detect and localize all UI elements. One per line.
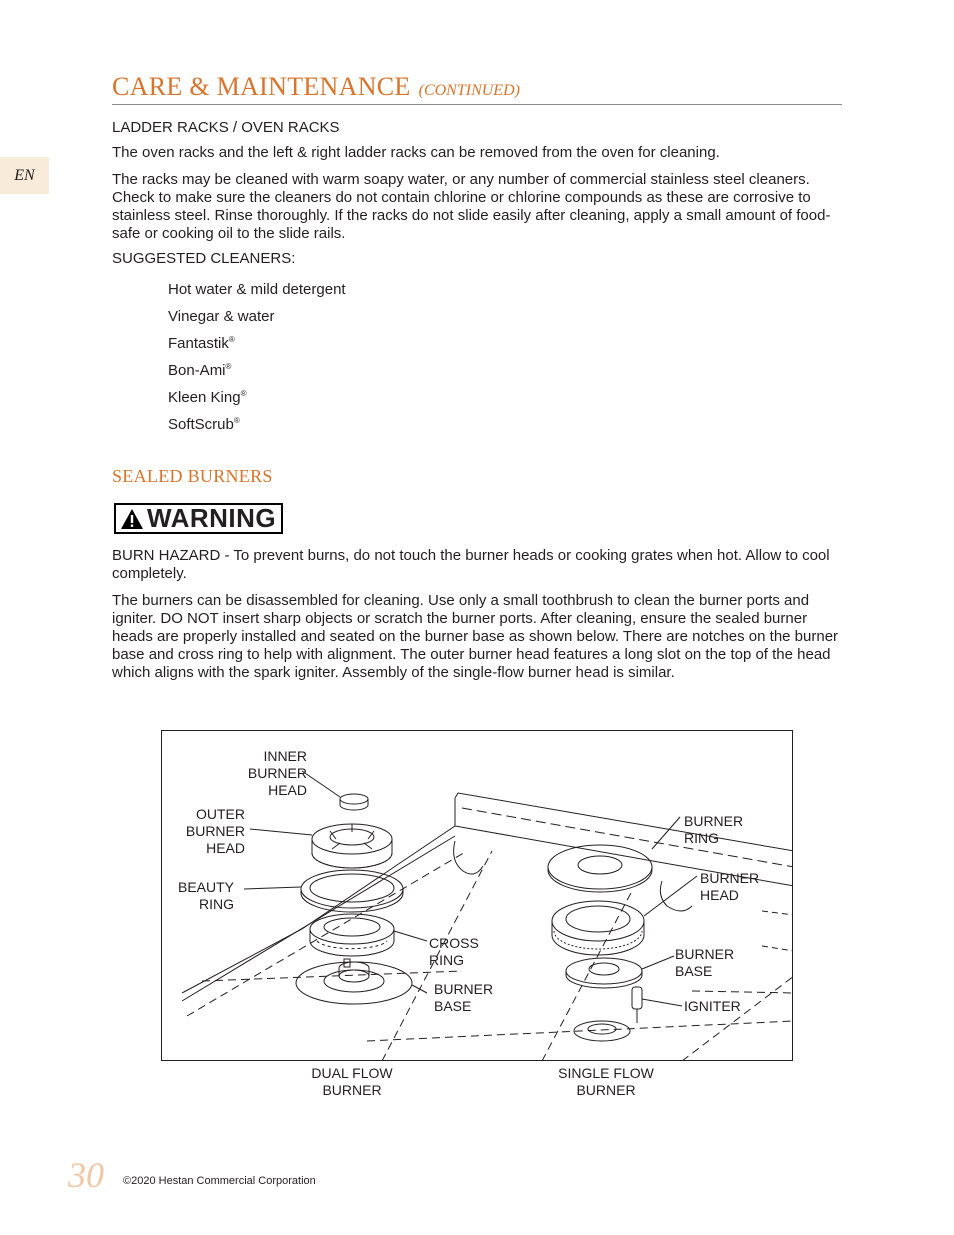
cross-ring-label: CROSS RING — [429, 935, 479, 968]
burner-diagram — [161, 730, 793, 1061]
suggested-cleaners-label: SUGGESTED CLEANERS: — [112, 250, 296, 267]
burner-base-dual-label: BURNER BASE — [434, 981, 494, 1014]
page-title — [112, 72, 842, 105]
single-flow-caption: SINGLE FLOW BURNER — [558, 1065, 654, 1098]
page-number: 30 — [68, 1155, 104, 1195]
list-item: Kleen King® — [168, 389, 247, 406]
outer-burner-head-label: OUTER BURNER HEAD — [185, 806, 245, 856]
ladder-racks-cleaning: The racks may be cleaned with warm soapy water, or any number of commercial stainless steel cleaners. Check to make sure the cleaners do not contain chlorine or chlorine compounds as these are corrosive to stainless steel. Rinse thoroughly. If the racks do not slide easily after cleaning, apply a small amount of food-safe or cooking oil to the slide rails. — [112, 171, 831, 242]
inner-burner-head-label: INNER BURNER HEAD — [247, 748, 307, 798]
warning-label — [114, 503, 283, 534]
copyright-text: ©2020 Hestan Commercial Corporation — [123, 1175, 316, 1187]
burner-head-label: BURNER HEAD — [700, 870, 760, 903]
igniter-label: IGNITER — [684, 998, 741, 1014]
dual-flow-caption: DUAL FLOW BURNER — [311, 1065, 393, 1098]
language-tab[interactable]: EN — [0, 157, 49, 194]
beauty-ring-label: BEAUTY RING — [177, 879, 234, 912]
page-title-main: CARE & MAINTENANCE — [112, 72, 411, 101]
list-item: Fantastik® — [168, 335, 235, 352]
burner-base-single-label: BURNER BASE — [675, 946, 735, 979]
page-title-subtitle: (CONTINUED) — [418, 82, 520, 99]
list-item: Vinegar & water — [168, 308, 275, 325]
list-item: Hot water & mild detergent — [168, 281, 346, 298]
burner-instructions: The burners can be disassembled for cleaning. Use only a small toothbrush to clean the burner ports and igniter. DO NOT insert sharp objects or scratch the burner ports. After cleaning, ensure the sealed burner heads are properly installed and seated on the burner base as shown below. There are notches on the burner base and cross ring to help with alignment. The outer burner head features a long slot on the top of the head which aligns with the spark igniter. Assembly of the single-flow burner head is similar. — [112, 592, 839, 681]
warning-triangle-icon — [120, 508, 144, 530]
list-item: SoftScrub® — [168, 416, 240, 433]
list-item: Bon-Ami® — [168, 362, 232, 379]
burner-ring-label: BURNER RING — [684, 813, 744, 846]
sealed-burners-heading: SEALED BURNERS — [112, 466, 273, 486]
burn-hazard-text: BURN HAZARD - To prevent burns, do not touch the burner heads or cooking grates when hot. Allow to cool completely. — [112, 547, 830, 582]
warning-word: WARNING — [147, 503, 277, 533]
ladder-racks-heading: LADDER RACKS / OVEN RACKS — [112, 119, 340, 136]
cleaner-list — [168, 277, 346, 439]
ladder-racks-intro: The oven racks and the left & right ladder racks can be removed from the oven for cleaning. — [112, 144, 720, 161]
